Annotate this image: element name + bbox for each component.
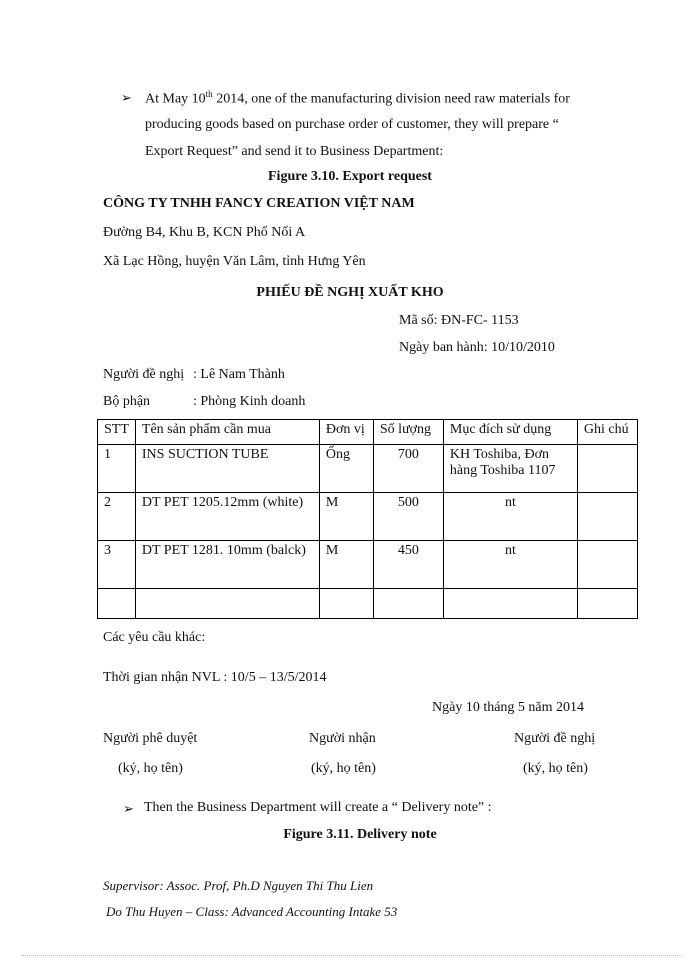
requester-label: Người đề nghị — [103, 367, 185, 382]
receive-time: Thời gian nhận NVL : 10/5 – 13/5/2014 — [103, 670, 327, 685]
bullet-arrow-icon: ➢ — [121, 90, 132, 105]
cell-unit: M — [319, 493, 373, 541]
signature-receiver-hint: (ký, họ tên) — [311, 761, 376, 776]
company-address-2: Xã Lạc Hồng, huyện Văn Lâm, tỉnh Hưng Yên — [103, 254, 366, 269]
cell-quantity: 500 — [373, 493, 443, 541]
footer-student: Do Thu Huyen – Class: Advanced Accounting Intake 53 — [106, 904, 398, 919]
page-bottom-divider — [22, 955, 682, 956]
export-request-table — [97, 419, 638, 619]
cell-unit: Ống — [319, 445, 373, 493]
header-note: Ghi chú — [577, 420, 637, 445]
dept-label: Bộ phận — [103, 394, 151, 409]
cell-purpose — [443, 589, 577, 619]
outro-text: Then the Business Department will create a “ Delivery note” : — [144, 800, 492, 815]
intro-line-3: Export Request” and send it to Business Department: — [145, 144, 444, 159]
dept-value: : Phòng Kinh doanh — [193, 394, 306, 409]
footer-supervisor: Supervisor: Assoc. Prof, Ph.D Nguyen Thi Thu Lien — [103, 878, 374, 893]
form-issue-date: Ngày ban hành: 10/10/2010 — [399, 340, 555, 355]
cell-unit — [319, 589, 373, 619]
signature-receiver-title: Người nhận — [309, 731, 376, 746]
cell-quantity: 700 — [373, 445, 443, 493]
intro-line-1a: At May 10 — [145, 91, 206, 107]
table-row — [98, 493, 638, 541]
date-line: Ngày 10 tháng 5 năm 2014 — [432, 700, 585, 715]
cell-stt: 1 — [98, 445, 136, 493]
cell-stt: 3 — [98, 541, 136, 589]
signature-requester-hint: (ký, họ tên) — [523, 761, 588, 776]
bullet-arrow-icon: ➢ — [123, 801, 134, 816]
figure-3-10-caption: Figure 3.10. Export request — [268, 169, 432, 184]
company-address-1: Đường B4, Khu B, KCN Phố Nối A — [103, 225, 306, 240]
header-purpose: Mục đích sử dụng — [443, 420, 577, 445]
signature-approver-title: Người phê duyệt — [103, 731, 198, 746]
cell-purpose: nt — [443, 493, 577, 541]
header-unit: Đơn vị — [319, 420, 373, 445]
cell-note — [577, 445, 637, 493]
table-row — [98, 445, 638, 493]
header-quantity: Số lượng — [373, 420, 443, 445]
cell-stt: 2 — [98, 493, 136, 541]
signature-approver-hint: (ký, họ tên) — [118, 761, 183, 776]
form-code: Mã số: ĐN-FC- 1153 — [399, 313, 519, 328]
intro-line-1b: 2014, one of the manufacturing division need raw materials for — [212, 91, 570, 107]
intro-line-2: producing goods based on purchase order of customer, they will prepare “ — [145, 117, 559, 132]
requester-value: : Lê Nam Thành — [193, 367, 285, 382]
cell-product: INS SUCTION TUBE — [135, 445, 319, 493]
cell-purpose: nt — [443, 541, 577, 589]
cell-product: DT PET 1281. 10mm (balck) — [135, 541, 319, 589]
cell-note — [577, 493, 637, 541]
cell-product — [135, 589, 319, 619]
header-stt: STT — [98, 420, 136, 445]
signature-requester-title: Người đề nghị — [514, 731, 596, 746]
figure-3-11-caption: Figure 3.11. Delivery note — [283, 827, 437, 842]
header-product: Tên sản phẩm cần mua — [135, 420, 319, 445]
intro-sup: th — [205, 89, 213, 99]
cell-product: DT PET 1205.12mm (white) — [135, 493, 319, 541]
cell-quantity: 450 — [373, 541, 443, 589]
cell-stt — [98, 589, 136, 619]
table-row-empty — [98, 589, 638, 619]
cell-unit: M — [319, 541, 373, 589]
company-name: CÔNG TY TNHH FANCY CREATION VIỆT NAM — [103, 196, 415, 211]
intro-line-1 — [145, 89, 570, 108]
form-title: PHIẾU ĐỀ NGHỊ XUẤT KHO — [256, 285, 444, 300]
table-row — [98, 541, 638, 589]
cell-purpose: KH Toshiba, Đơn hàng Toshiba 1107 — [443, 445, 577, 493]
cell-quantity — [373, 589, 443, 619]
other-requests-label: Các yêu cầu khác: — [103, 630, 206, 645]
cell-note — [577, 589, 637, 619]
cell-note — [577, 541, 637, 589]
table-header-row — [98, 420, 638, 445]
